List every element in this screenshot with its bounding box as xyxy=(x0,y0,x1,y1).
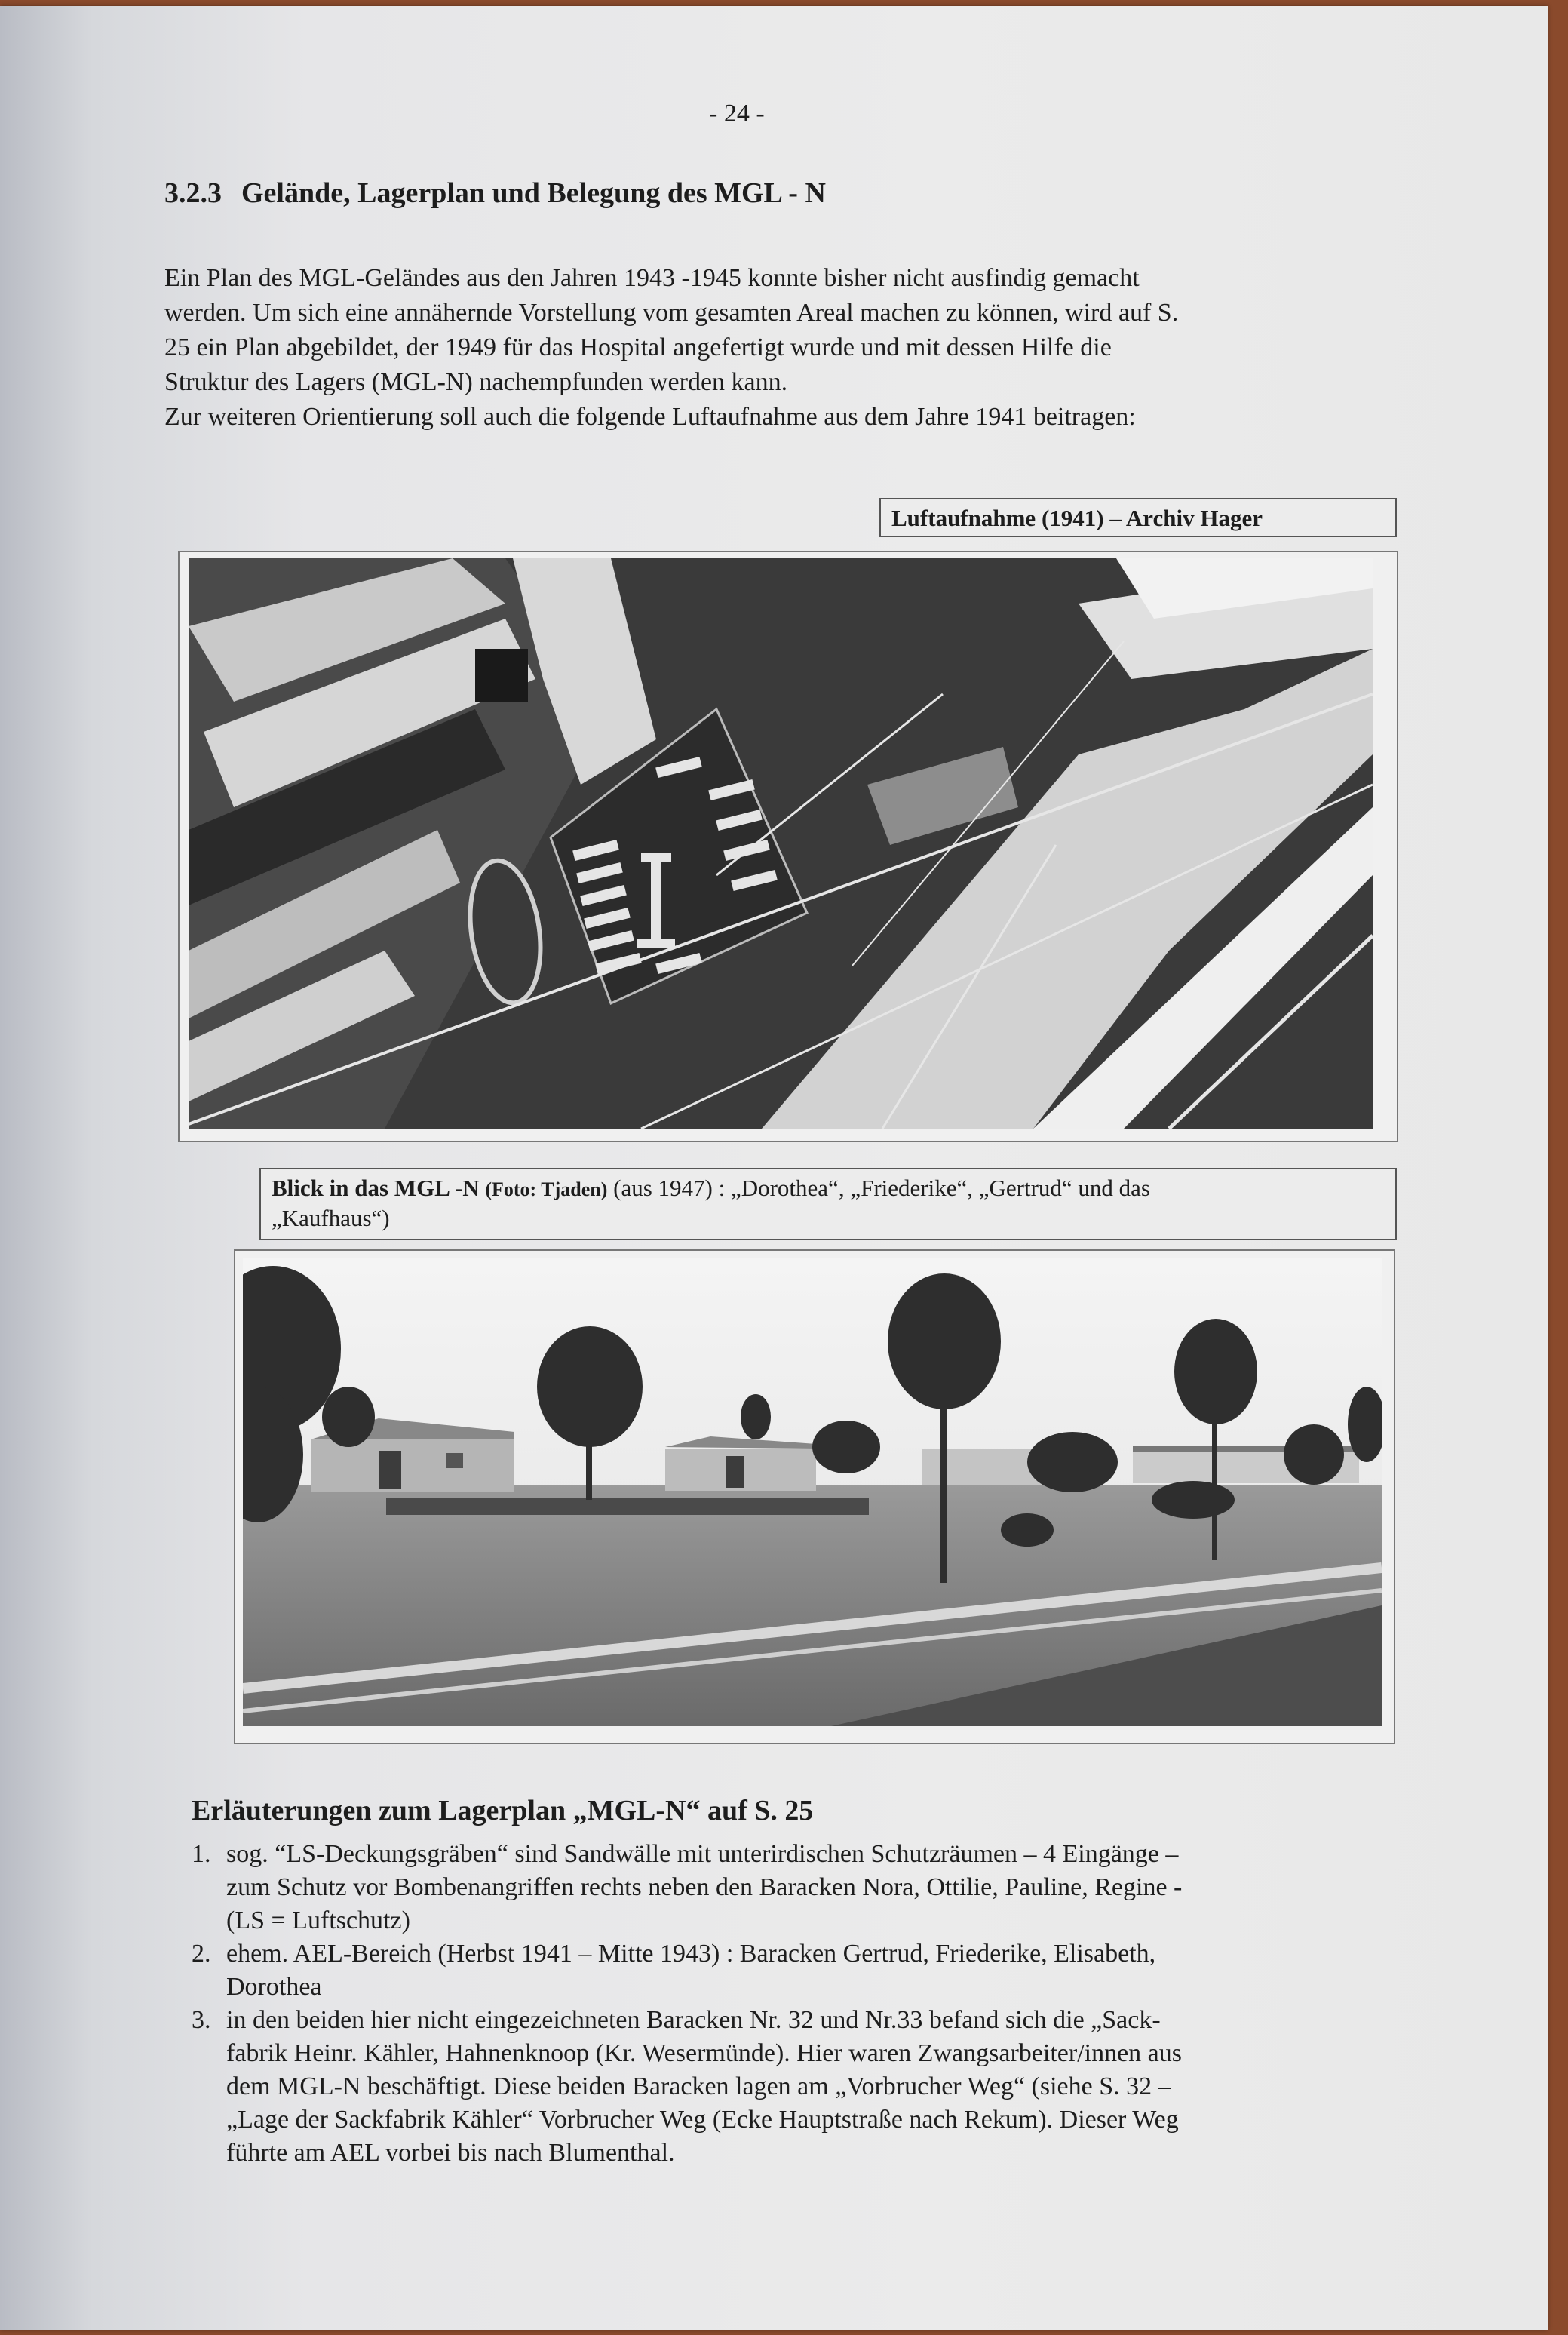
list-item-line: dem MGL-N beschäftigt. Diese beiden Baracken lagen am „Vorbrucher Weg“ (siehe S. 32 – xyxy=(226,2072,1171,2100)
list-item-number: 1. xyxy=(192,1840,211,1868)
list-item-number: 3. xyxy=(192,2006,211,2034)
page-number: - 24 - xyxy=(709,100,765,128)
ground-photo-caption xyxy=(259,1168,1397,1240)
section-heading xyxy=(164,177,826,210)
intro-line: 25 ein Plan abgebildet, der 1949 für das Hospital angefertigt wurde und mit dessen Hilfe die xyxy=(164,333,1112,361)
notes-heading: Erläuterungen zum Lagerplan „MGL-N“ auf S. 25 xyxy=(192,1795,814,1827)
section-number: 3.2.3 xyxy=(164,177,222,209)
list-item xyxy=(192,2004,1398,2170)
notes-list xyxy=(192,1838,1398,2170)
photo-caption-line2: „Kaufhaus“) xyxy=(272,1205,390,1231)
list-item xyxy=(192,1937,1398,2004)
list-item xyxy=(192,1838,1398,1937)
list-item-number: 2. xyxy=(192,1940,211,1968)
ground-photo xyxy=(243,1258,1382,1726)
list-item-line: ehem. AEL-Bereich (Herbst 1941 – Mitte 1943) : Baracken Gertrud, Friederike, Elisabeth, xyxy=(226,1940,1156,1968)
intro-paragraph xyxy=(164,261,1401,435)
list-item-line: (LS = Luftschutz) xyxy=(226,1906,410,1934)
intro-line: werden. Um sich eine annähernde Vorstellung vom gesamten Areal machen zu können, wird auf S. xyxy=(164,299,1179,327)
list-item-line: Dorothea xyxy=(226,1973,322,2001)
list-item-line: zum Schutz vor Bombenangriffen rechts neben den Baracken Nora, Ottilie, Pauline, Regine - xyxy=(226,1873,1183,1901)
section-title: Gelände, Lagerplan und Belegung des MGL - N xyxy=(241,177,826,209)
list-item-line: sog. “LS-Deckungsgräben“ sind Sandwälle mit unterirdischen Schutzräumen – 4 Eingänge – xyxy=(226,1840,1179,1868)
list-item-line: fabrik Heinr. Kähler, Hahnenknoop (Kr. Wesermünde). Hier waren Zwangsarbeiter/innen aus xyxy=(226,2039,1182,2067)
aerial-photo-caption: Luftaufnahme (1941) – Archiv Hager xyxy=(879,498,1397,537)
list-item-line: führte am AEL vorbei bis nach Blumenthal. xyxy=(226,2139,675,2167)
intro-line: Zur weiteren Orientierung soll auch die folgende Luftaufnahme aus dem Jahre 1941 beitragen: xyxy=(164,403,1136,431)
photo-caption-line1: (aus 1947) : „Dorothea“, „Friederike“, „Gertrud“ und das xyxy=(613,1175,1150,1201)
photo-caption-credit: (Foto: Tjaden) xyxy=(485,1178,608,1200)
list-item-line: in den beiden hier nicht eingezeichneten Baracken Nr. 32 und Nr.33 befand sich die „Sack- xyxy=(226,2006,1161,2034)
intro-line: Ein Plan des MGL-Geländes aus den Jahren 1943 -1945 konnte bisher nicht ausfindig gemacht xyxy=(164,264,1140,292)
list-item-line: „Lage der Sackfabrik Kähler“ Vorbrucher Weg (Ecke Hauptstraße nach Rekum). Dieser Weg xyxy=(226,2106,1179,2134)
photo-caption-title: Blick in das MGL -N xyxy=(272,1175,480,1201)
aerial-photo xyxy=(189,558,1373,1129)
intro-line: Struktur des Lagers (MGL-N) nachempfunden werden kann. xyxy=(164,368,788,396)
